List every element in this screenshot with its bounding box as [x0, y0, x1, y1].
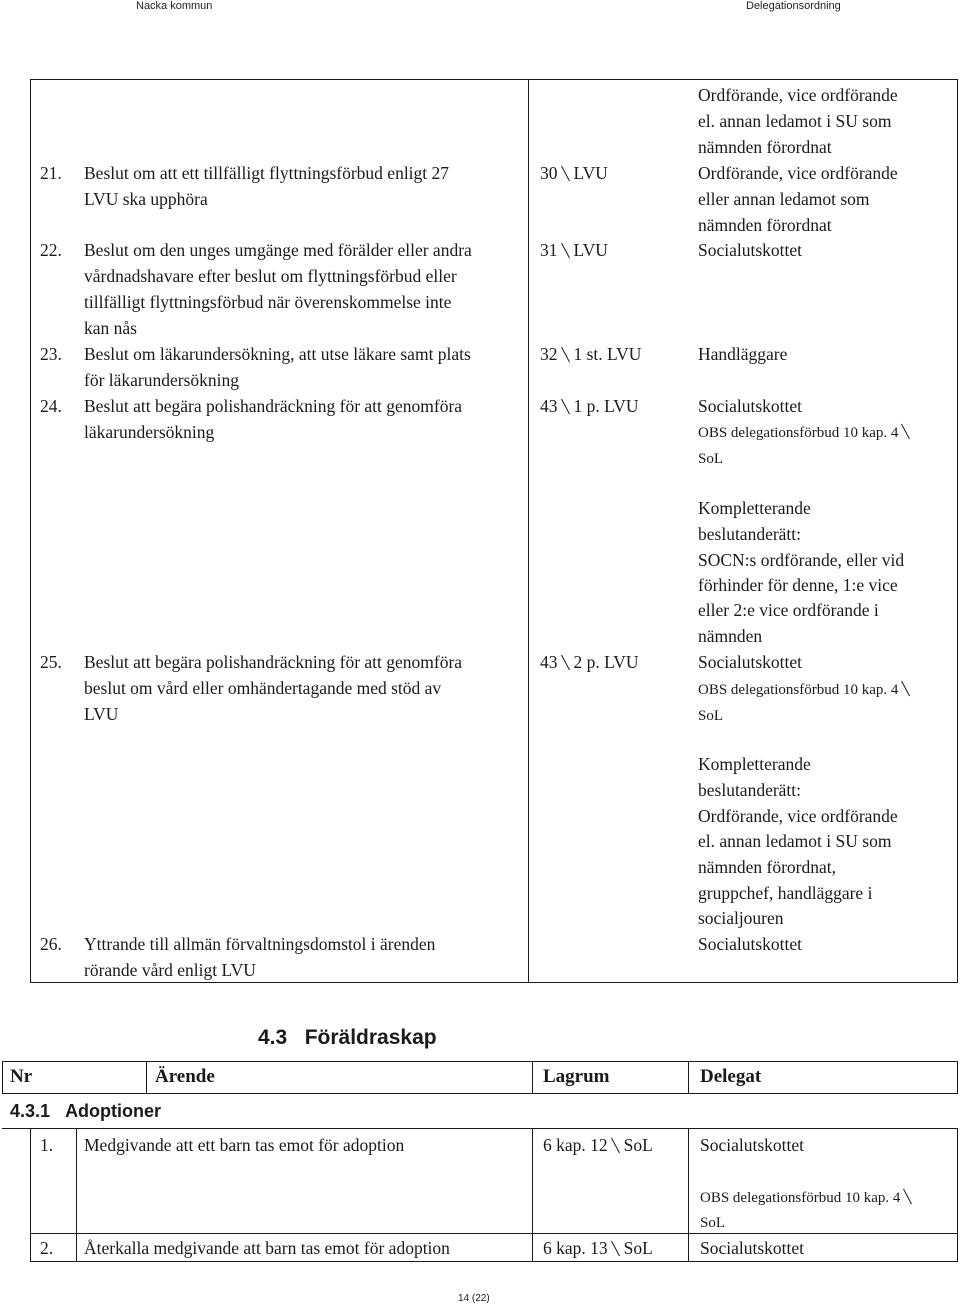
col-divider [688, 1061, 689, 1094]
column-header-nr: Nr [10, 1066, 33, 1087]
complementary-line: beslutanderätt: [698, 780, 802, 800]
page-number: 14 (22) [458, 1293, 490, 1304]
delegat-line: Socialutskottet [700, 1135, 805, 1155]
delegation-prohibition-note: SoL [700, 1215, 726, 1231]
arende-line: rörande vård enligt LVU [84, 960, 256, 980]
arende-line: kan nås [84, 318, 137, 338]
col-divider [76, 1128, 77, 1262]
arende-line: LVU [84, 704, 119, 724]
table-1-right-border [957, 79, 958, 983]
section-sign-icon [901, 423, 911, 439]
column-header-delegat: Delegat [700, 1066, 762, 1087]
arende-line: tillfälligt flyttningsförbud när överenskommelse inte [84, 292, 452, 312]
row-number: 24. [40, 396, 62, 416]
row-number: 21. [40, 163, 62, 183]
column-header-arende: Ärende [155, 1066, 215, 1087]
table-2-subheading-border [2, 1128, 958, 1129]
table-1-left-border [30, 79, 31, 983]
delegat-line: eller annan ledamot som [698, 189, 870, 209]
lagrum: 43 2 p. LVU [540, 652, 639, 672]
row-number: 23. [40, 344, 62, 364]
arende-text: Återkalla medgivande att barn tas emot för adoption [84, 1238, 450, 1258]
row-number: 22. [40, 240, 62, 260]
complementary-line: socialjouren [698, 908, 784, 928]
delegat-line: Ordförande, vice ordförande [698, 85, 898, 105]
arende-line: Beslut att begära polishandräckning för att genomföra [84, 396, 463, 416]
complementary-line: beslutanderätt: [698, 524, 802, 544]
section-sign-icon [561, 165, 571, 181]
delegation-prohibition-note: OBS delegationsförbud 10 kap. 4 [698, 677, 914, 703]
col-divider [2, 1061, 3, 1094]
table-1-divider [528, 79, 529, 983]
col-divider [688, 1128, 689, 1262]
col-divider [957, 1128, 958, 1262]
complementary-line: nämnden förordnat, [698, 857, 837, 877]
complementary-line: Kompletterande [698, 754, 811, 774]
delegat-line: Socialutskottet [698, 240, 803, 260]
section-sign-icon [903, 1188, 913, 1204]
section-sign-icon [561, 654, 571, 670]
section-sign-icon [561, 346, 571, 362]
delegation-prohibition-note: SoL [698, 708, 724, 724]
section-sign-icon [611, 1137, 621, 1153]
delegation-prohibition-note: OBS delegationsförbud 10 kap. 4 [700, 1185, 916, 1211]
row-number: 2. [40, 1238, 54, 1258]
delegat-line: nämnden förordnat [698, 215, 832, 235]
delegat-line: Socialutskottet [698, 934, 803, 954]
col-divider [532, 1128, 533, 1262]
delegation-prohibition-note: OBS delegationsförbud 10 kap. 4 [698, 420, 914, 446]
section-sign-icon [561, 398, 571, 414]
delegat-line: el. annan ledamot i SU som [698, 111, 892, 131]
row-number: 1. [40, 1135, 54, 1155]
lagrum: 30 LVU [540, 163, 608, 183]
complementary-line: Ordförande, vice ordförande [698, 806, 898, 826]
delegat-line: Handläggare [698, 344, 788, 364]
arende-line: Yttrande till allmän förvaltningsdomstol i ärenden [84, 934, 436, 954]
delegat-line: Socialutskottet [698, 396, 803, 416]
arende-line: Beslut om läkarundersökning, att utse läkare samt plats [84, 344, 471, 364]
lagrum: 6 kap. 13 SoL [543, 1238, 653, 1258]
section-sign-icon [901, 680, 911, 696]
arende-line: vårdnadshavare efter beslut om flyttningsförbud eller [84, 266, 457, 286]
col-divider [146, 1061, 147, 1094]
delegat-line: Socialutskottet [700, 1238, 805, 1258]
arende-line: Beslut om den unges umgänge med förälder eller andra [84, 240, 472, 260]
arende-text: Medgivande att ett barn tas emot för adoption [84, 1135, 405, 1155]
table-1-top-border [30, 79, 958, 80]
complementary-line: gruppchef, handläggare i [698, 883, 873, 903]
delegat-line: nämnden förordnat [698, 137, 832, 157]
complementary-line: förhinder för denne, 1:e vice [698, 575, 898, 595]
arende-line: Beslut om att ett tillfälligt flyttningsförbud enligt 27 [84, 163, 450, 183]
subheading: 4.3.1 Adoptioner [10, 1101, 162, 1121]
header-organization: Nacka kommun [136, 0, 213, 12]
complementary-line: nämnden [698, 626, 763, 646]
section-heading: 4.3 Föräldraskap [258, 1026, 437, 1049]
arende-line: LVU ska upphöra [84, 189, 208, 209]
arende-line: läkarundersökning [84, 422, 215, 442]
column-header-lagrum: Lagrum [543, 1066, 610, 1087]
table-2-row-border [30, 1233, 958, 1234]
complementary-line: SOCN:s ordförande, eller vid [698, 550, 905, 570]
delegat-line: Socialutskottet [698, 652, 803, 672]
section-sign-icon [611, 1240, 621, 1256]
complementary-line: el. annan ledamot i SU som [698, 831, 892, 851]
complementary-line: eller 2:e vice ordförande i [698, 600, 879, 620]
lagrum: 31 LVU [540, 240, 608, 260]
row-number: 25. [40, 652, 62, 672]
lagrum: 32 1 st. LVU [540, 344, 642, 364]
section-sign-icon [561, 242, 571, 258]
lagrum: 43 1 p. LVU [540, 396, 639, 416]
header-document-title: Delegationsordning [746, 0, 841, 12]
col-divider [957, 1061, 958, 1094]
lagrum: 6 kap. 12 SoL [543, 1135, 653, 1155]
col-divider [532, 1061, 533, 1094]
arende-line: för läkarundersökning [84, 370, 240, 390]
arende-line: Beslut att begära polishandräckning för att genomföra [84, 652, 463, 672]
table-2-bottom-border [30, 1261, 958, 1262]
complementary-line: Kompletterande [698, 498, 811, 518]
arende-line: beslut om vård eller omhändertagande med stöd av [84, 678, 442, 698]
row-number: 26. [40, 934, 62, 954]
delegat-line: Ordförande, vice ordförande [698, 163, 898, 183]
delegation-prohibition-note: SoL [698, 451, 724, 467]
col-divider [30, 1128, 31, 1262]
